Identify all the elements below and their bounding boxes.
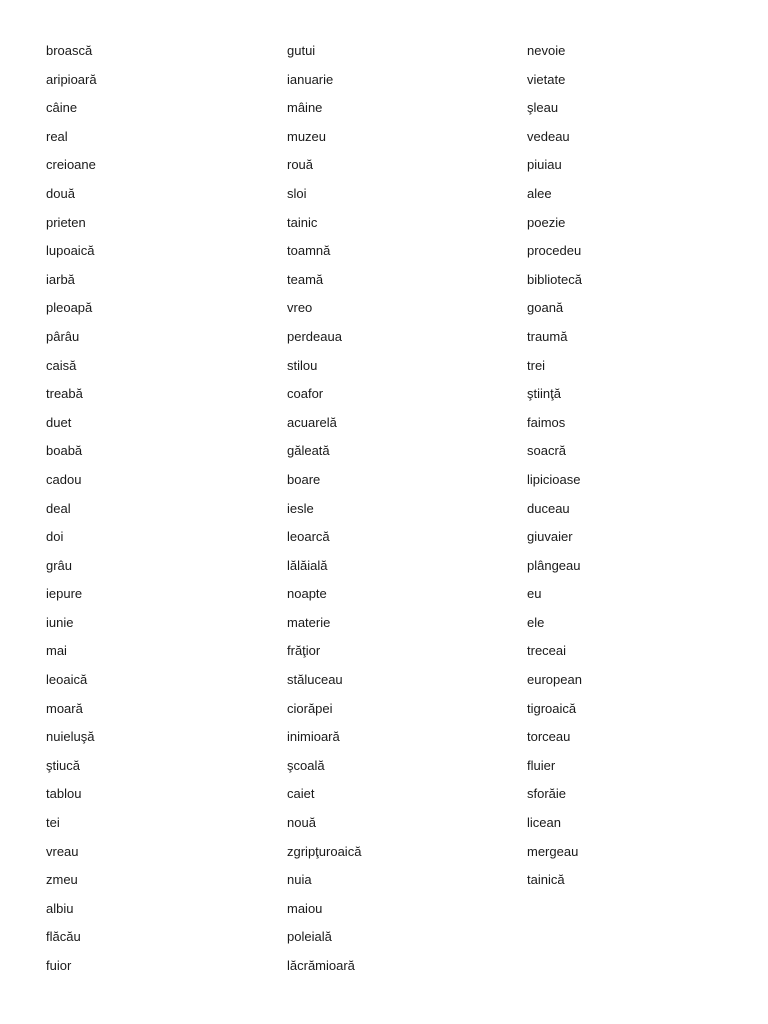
- word-item: fuior: [46, 958, 72, 973]
- word-item: bibliotecă: [527, 271, 582, 287]
- word-item: cadou: [46, 471, 82, 487]
- word-item: eu: [527, 586, 542, 602]
- word-item: caisă: [46, 357, 77, 373]
- word-item: ianuarie: [287, 71, 334, 87]
- word-item: muzeu: [287, 128, 327, 144]
- word-item: deal: [46, 500, 71, 516]
- word-item: caiet: [287, 786, 315, 802]
- word-item: traumă: [527, 328, 568, 344]
- word-item: vietate: [527, 71, 566, 87]
- word-item: ele: [527, 614, 545, 630]
- word-item: nuia: [287, 872, 312, 888]
- word-item: materie: [287, 614, 331, 630]
- word-item: toamnă: [287, 243, 331, 259]
- word-item: găleată: [287, 443, 330, 459]
- word-item: alee: [527, 185, 552, 201]
- word-item: zmeu: [46, 872, 78, 888]
- word-item: moară: [46, 700, 83, 716]
- word-item: nouă: [287, 815, 316, 831]
- word-item: mai: [46, 643, 67, 659]
- word-item: lupoaică: [46, 243, 95, 259]
- word-item: câine: [46, 100, 78, 116]
- word-item: rouă: [287, 157, 314, 173]
- word-item: zgripţuroaică: [287, 843, 362, 859]
- word-item: iarbă: [46, 271, 75, 287]
- word-item: grâu: [46, 557, 73, 573]
- word-item: european: [527, 672, 582, 688]
- word-item: nevoie: [527, 43, 566, 58]
- word-item: boabă: [46, 443, 83, 459]
- word-item: duet: [46, 414, 72, 430]
- word-item: plângeau: [527, 557, 581, 573]
- word-item: iunie: [46, 614, 74, 630]
- word-item: maiou: [287, 900, 323, 916]
- word-item: albiu: [46, 900, 74, 916]
- word-item: lălăială: [287, 557, 328, 573]
- word-item: treceai: [527, 643, 567, 659]
- word-item: două: [46, 185, 75, 201]
- word-item: pleoapă: [46, 300, 93, 316]
- word-item: iepure: [46, 586, 83, 602]
- word-item: duceau: [527, 500, 570, 516]
- word-item: leoarcă: [287, 529, 330, 545]
- word-item: creioane: [46, 157, 96, 173]
- word-item: acuarelă: [287, 414, 337, 430]
- word-item: vreo: [287, 300, 313, 316]
- word-item: broască: [46, 43, 93, 58]
- word-item: soacră: [527, 443, 567, 459]
- word-item: tainică: [527, 872, 565, 888]
- word-item: prieten: [46, 214, 86, 230]
- word-item: vedeau: [527, 128, 570, 144]
- word-item: lipicioase: [527, 471, 581, 487]
- word-item: tainic: [287, 214, 318, 230]
- word-item: teamă: [287, 271, 324, 287]
- word-item: mergeau: [527, 843, 579, 859]
- word-item: goană: [527, 300, 564, 316]
- word-item: stăluceau: [287, 672, 343, 688]
- word-item: pârâu: [46, 328, 80, 344]
- word-item: licean: [527, 815, 561, 831]
- word-item: ciorăpei: [287, 700, 333, 716]
- word-item: procedeu: [527, 243, 582, 259]
- word-item: tablou: [46, 786, 82, 802]
- word-item: ştiinţă: [527, 386, 561, 402]
- word-item: gutui: [287, 43, 316, 58]
- word-item: faimos: [527, 414, 566, 430]
- word-item: doi: [46, 529, 64, 545]
- word-item: şleau: [527, 100, 559, 116]
- word-item: treabă: [46, 386, 83, 402]
- word-item: nuieluşă: [46, 729, 95, 745]
- word-item: real: [46, 128, 68, 144]
- word-item: stilou: [287, 357, 318, 373]
- word-column-1: [46, 37, 97, 981]
- word-item: şcoală: [287, 757, 325, 773]
- word-item: noapte: [287, 586, 327, 602]
- word-item: aripioară: [46, 71, 97, 87]
- word-item: tei: [46, 815, 60, 831]
- word-item: frăţior: [287, 643, 321, 659]
- word-item: iesle: [287, 500, 314, 516]
- word-item: giuvaier: [527, 529, 573, 545]
- word-item: tigroaică: [527, 700, 577, 716]
- word-item: boare: [287, 471, 321, 487]
- word-item: flăcău: [46, 929, 81, 945]
- word-item: fluier: [527, 757, 556, 773]
- word-item: sforăie: [527, 786, 567, 802]
- word-item: sloi: [287, 185, 307, 201]
- word-item: coafor: [287, 386, 324, 402]
- word-item: lăcrămioară: [287, 958, 355, 973]
- word-item: torceau: [527, 729, 571, 745]
- word-item: perdeaua: [287, 328, 342, 344]
- word-item: piuiau: [527, 157, 562, 173]
- word-item: mâine: [287, 100, 323, 116]
- word-item: vreau: [46, 843, 79, 859]
- word-column-2: [287, 37, 361, 981]
- word-item: poezie: [527, 214, 566, 230]
- word-item: poleială: [287, 929, 332, 945]
- word-item: inimioară: [287, 729, 340, 745]
- word-item: leoaică: [46, 672, 88, 688]
- word-item: trei: [527, 357, 546, 373]
- word-column-3: [527, 37, 582, 895]
- word-item: ştiucă: [46, 757, 80, 773]
